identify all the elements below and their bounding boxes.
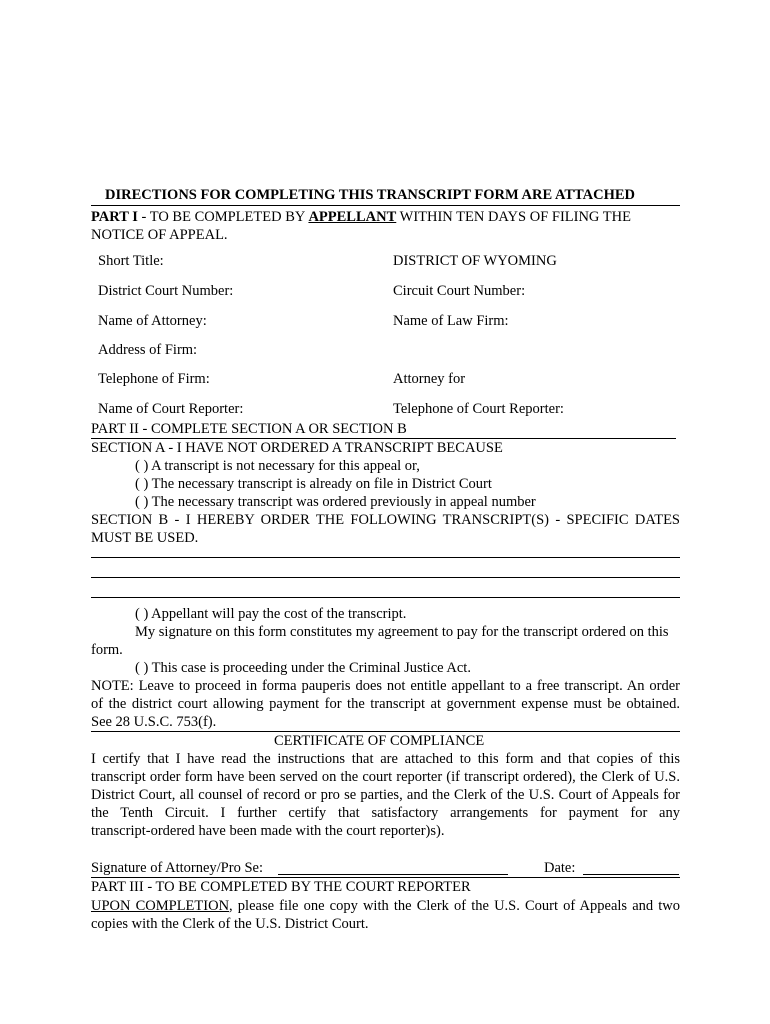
name-of-attorney-field[interactable]: Name of Attorney: xyxy=(98,313,207,329)
attorney-for-field[interactable]: Attorney for xyxy=(393,371,466,387)
district-court-number-field[interactable]: District Court Number: xyxy=(98,283,234,299)
section-b-line1: SECTION B - I HEREBY ORDER THE FOLLOWING TRANSCRIPT(S) - SPECIFIC DATES xyxy=(91,512,680,528)
upon-completion-label: UPON COMPLETION xyxy=(91,898,230,914)
part2-title: PART II - COMPLETE SECTION A OR SECTION B xyxy=(91,421,407,437)
telephone-of-firm-field[interactable]: Telephone of Firm: xyxy=(98,371,210,387)
certificate-line-2: transcript order form have been served on the court reporter (if transcript ordered), the Clerk of U.S. xyxy=(91,769,680,785)
signature-agreement-line1: My signature on this form constitutes my agreement to pay for the transcript ordered on this xyxy=(135,624,669,640)
note-line2: of the district court allowing payment for the transcript at government expense must be obtained. xyxy=(91,696,680,712)
section-a-option-2[interactable]: ( ) The necessary transcript is already on file in District Court xyxy=(135,476,492,492)
certificate-line-3: District Court, all counsel of record or pro se parties, and the Clerk of the U.S. Court of Appeals for xyxy=(91,787,680,803)
part1-label: PART I xyxy=(91,209,138,225)
name-of-court-reporter-field[interactable]: Name of Court Reporter: xyxy=(98,401,244,417)
appellant-label: APPELLANT xyxy=(308,209,397,225)
section-a-option-1[interactable]: ( ) A transcript is not necessary for this appeal or, xyxy=(135,458,420,474)
signature-agreement-line2: form. xyxy=(91,642,123,658)
part1-dash-text: - TO BE COMPLETED BY xyxy=(137,209,309,225)
section-b-heading xyxy=(91,511,680,529)
name-of-law-firm-field[interactable]: Name of Law Firm: xyxy=(393,313,509,329)
signature-line[interactable] xyxy=(278,874,508,875)
signature-label: Signature of Attorney/Pro Se: xyxy=(91,860,263,876)
certificate-title: CERTIFICATE OF COMPLIANCE xyxy=(274,733,485,749)
transcript-entry-line-2[interactable] xyxy=(91,577,680,578)
title-rule xyxy=(91,205,680,206)
part3-line1-rest: , please file one copy with the Clerk of the U.S. Court of Appeals and two xyxy=(229,898,680,914)
district-label: DISTRICT OF WYOMING xyxy=(393,253,557,269)
circuit-court-number-field[interactable]: Circuit Court Number: xyxy=(393,283,526,299)
transcript-entry-line-3[interactable] xyxy=(91,597,680,598)
part1-line2: NOTICE OF APPEAL. xyxy=(91,227,228,243)
part1-rest: WITHIN TEN DAYS OF FILING THE xyxy=(396,209,631,225)
date-line[interactable] xyxy=(583,874,679,875)
date-label: Date: xyxy=(544,860,576,876)
appellant-pay-option[interactable]: ( ) Appellant will pay the cost of the transcript. xyxy=(135,606,407,622)
certificate-line-1: I certify that I have read the instructions that are attached to this form and that copies of this xyxy=(91,751,680,767)
part1-heading xyxy=(91,208,680,226)
certificate-line-5: transcript-ordered have been made with the court reporter)s). xyxy=(91,823,445,839)
note-line1: NOTE: Leave to proceed in forma pauperis does not entitle appellant to a free transcript. An order xyxy=(91,678,680,694)
address-of-firm-field[interactable]: Address of Firm: xyxy=(98,342,198,358)
part3-line1 xyxy=(91,897,680,915)
transcript-entry-line-1[interactable] xyxy=(91,557,680,558)
section-b-line2: MUST BE USED. xyxy=(91,530,199,546)
section-a-heading: SECTION A - I HAVE NOT ORDERED A TRANSCRIPT BECAUSE xyxy=(91,440,503,456)
form-title: DIRECTIONS FOR COMPLETING THIS TRANSCRIPT FORM ARE ATTACHED xyxy=(105,187,636,203)
certificate-rule xyxy=(91,731,680,732)
note-line3: See 28 U.S.C. 753(f). xyxy=(91,714,217,730)
telephone-of-court-reporter-field[interactable]: Telephone of Court Reporter: xyxy=(393,401,564,417)
section-a-option-3[interactable]: ( ) The necessary transcript was ordered previously in appeal number xyxy=(135,494,536,510)
cja-option[interactable]: ( ) This case is proceeding under the Criminal Justice Act. xyxy=(135,660,471,676)
part3-line2: copies with the Clerk of the U.S. District Court. xyxy=(91,916,369,932)
part3-title: PART III - TO BE COMPLETED BY THE COURT REPORTER xyxy=(91,879,471,895)
short-title-field[interactable]: Short Title: xyxy=(98,253,164,269)
certificate-line-4: the Tenth Circuit. I further certify that satisfactory arrangements for payment for any xyxy=(91,805,680,821)
